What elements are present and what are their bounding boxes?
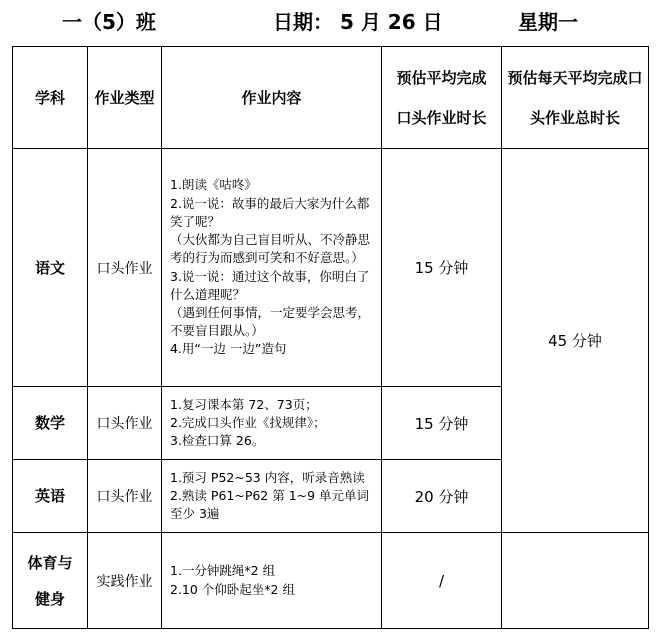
time-cell: 20 分钟 <box>382 460 502 533</box>
content-line: 1.朗读《咕咚》 <box>170 177 257 193</box>
subject-line2: 健身 <box>34 589 65 608</box>
content-cell <box>162 387 382 460</box>
header-type: 作业类型 <box>88 47 162 149</box>
content-line: 1.复习课本第 72、73页； <box>170 396 318 412</box>
time-cell: 15 分钟 <box>382 387 502 460</box>
subject-cell: 数学 <box>13 387 88 460</box>
subject-cell: 英语 <box>13 460 88 533</box>
content-cell <box>162 533 382 629</box>
date-label: 日期： 5 月 26 日 <box>273 10 443 34</box>
content-line: （遇到任何事情，一定要学会思考，不要盲目跟从。） <box>170 304 371 339</box>
table-header-row <box>13 47 649 149</box>
subject-cell <box>13 533 88 629</box>
content-line: 4.用“一边 一边”造句 <box>170 341 287 357</box>
content-line: 3.检查口算 26。 <box>170 433 265 449</box>
content-line: 1.预习 P52~53 内容，听录音熟读 <box>170 469 365 485</box>
content-cell <box>162 460 382 533</box>
content-line: 2.熟读 P61~P62 第 1~9 单元单词至少 3遍 <box>170 487 370 522</box>
type-cell: 口头作业 <box>88 387 162 460</box>
content-line: 2.说一说：故事的最后大家为什么都笑了呢？ <box>170 195 370 229</box>
content-line: 2.10 个仰卧起坐*2 组 <box>170 581 295 597</box>
homework-table <box>12 46 649 629</box>
type-cell: 口头作业 <box>88 460 162 533</box>
content-cell <box>162 149 382 387</box>
type-cell: 实践作业 <box>88 533 162 629</box>
empty-cell <box>502 533 649 629</box>
header-daily-total-line1: 预估每天平均完成口 <box>507 68 643 87</box>
class-name: 一（5）班 <box>62 10 156 34</box>
header-content: 作业内容 <box>162 47 382 149</box>
table-row <box>13 149 649 387</box>
table-row <box>13 533 649 629</box>
content-line: 1.一分钟跳绳*2 组 <box>170 563 276 579</box>
subject-line1: 体育与 <box>27 553 73 572</box>
header-est-time-line2: 口头作业时长 <box>396 108 487 127</box>
content-line: 3.说一说：通过这个故事，你明白了什么道理呢？ <box>170 268 370 302</box>
header-subject: 学科 <box>13 47 88 149</box>
subject-cell: 语文 <box>13 149 88 387</box>
type-cell: 口头作业 <box>88 149 162 387</box>
time-cell: / <box>382 533 502 629</box>
time-cell: 15 分钟 <box>382 149 502 387</box>
daily-total-cell: 45 分钟 <box>502 149 649 533</box>
weekday-label: 星期一 <box>518 10 578 34</box>
header-est-time <box>382 47 502 149</box>
header-est-time-line1: 预估平均完成 <box>396 68 487 87</box>
content-line: 2.完成口头作业《找规律》； <box>170 414 326 430</box>
header-daily-total-line2: 头作业总时长 <box>529 108 620 127</box>
page-header <box>0 0 661 44</box>
header-daily-total <box>502 47 649 149</box>
content-line: （大伙都为自己盲目听从、不冷静思考的行为而感到可笑和不好意思。） <box>170 232 371 266</box>
